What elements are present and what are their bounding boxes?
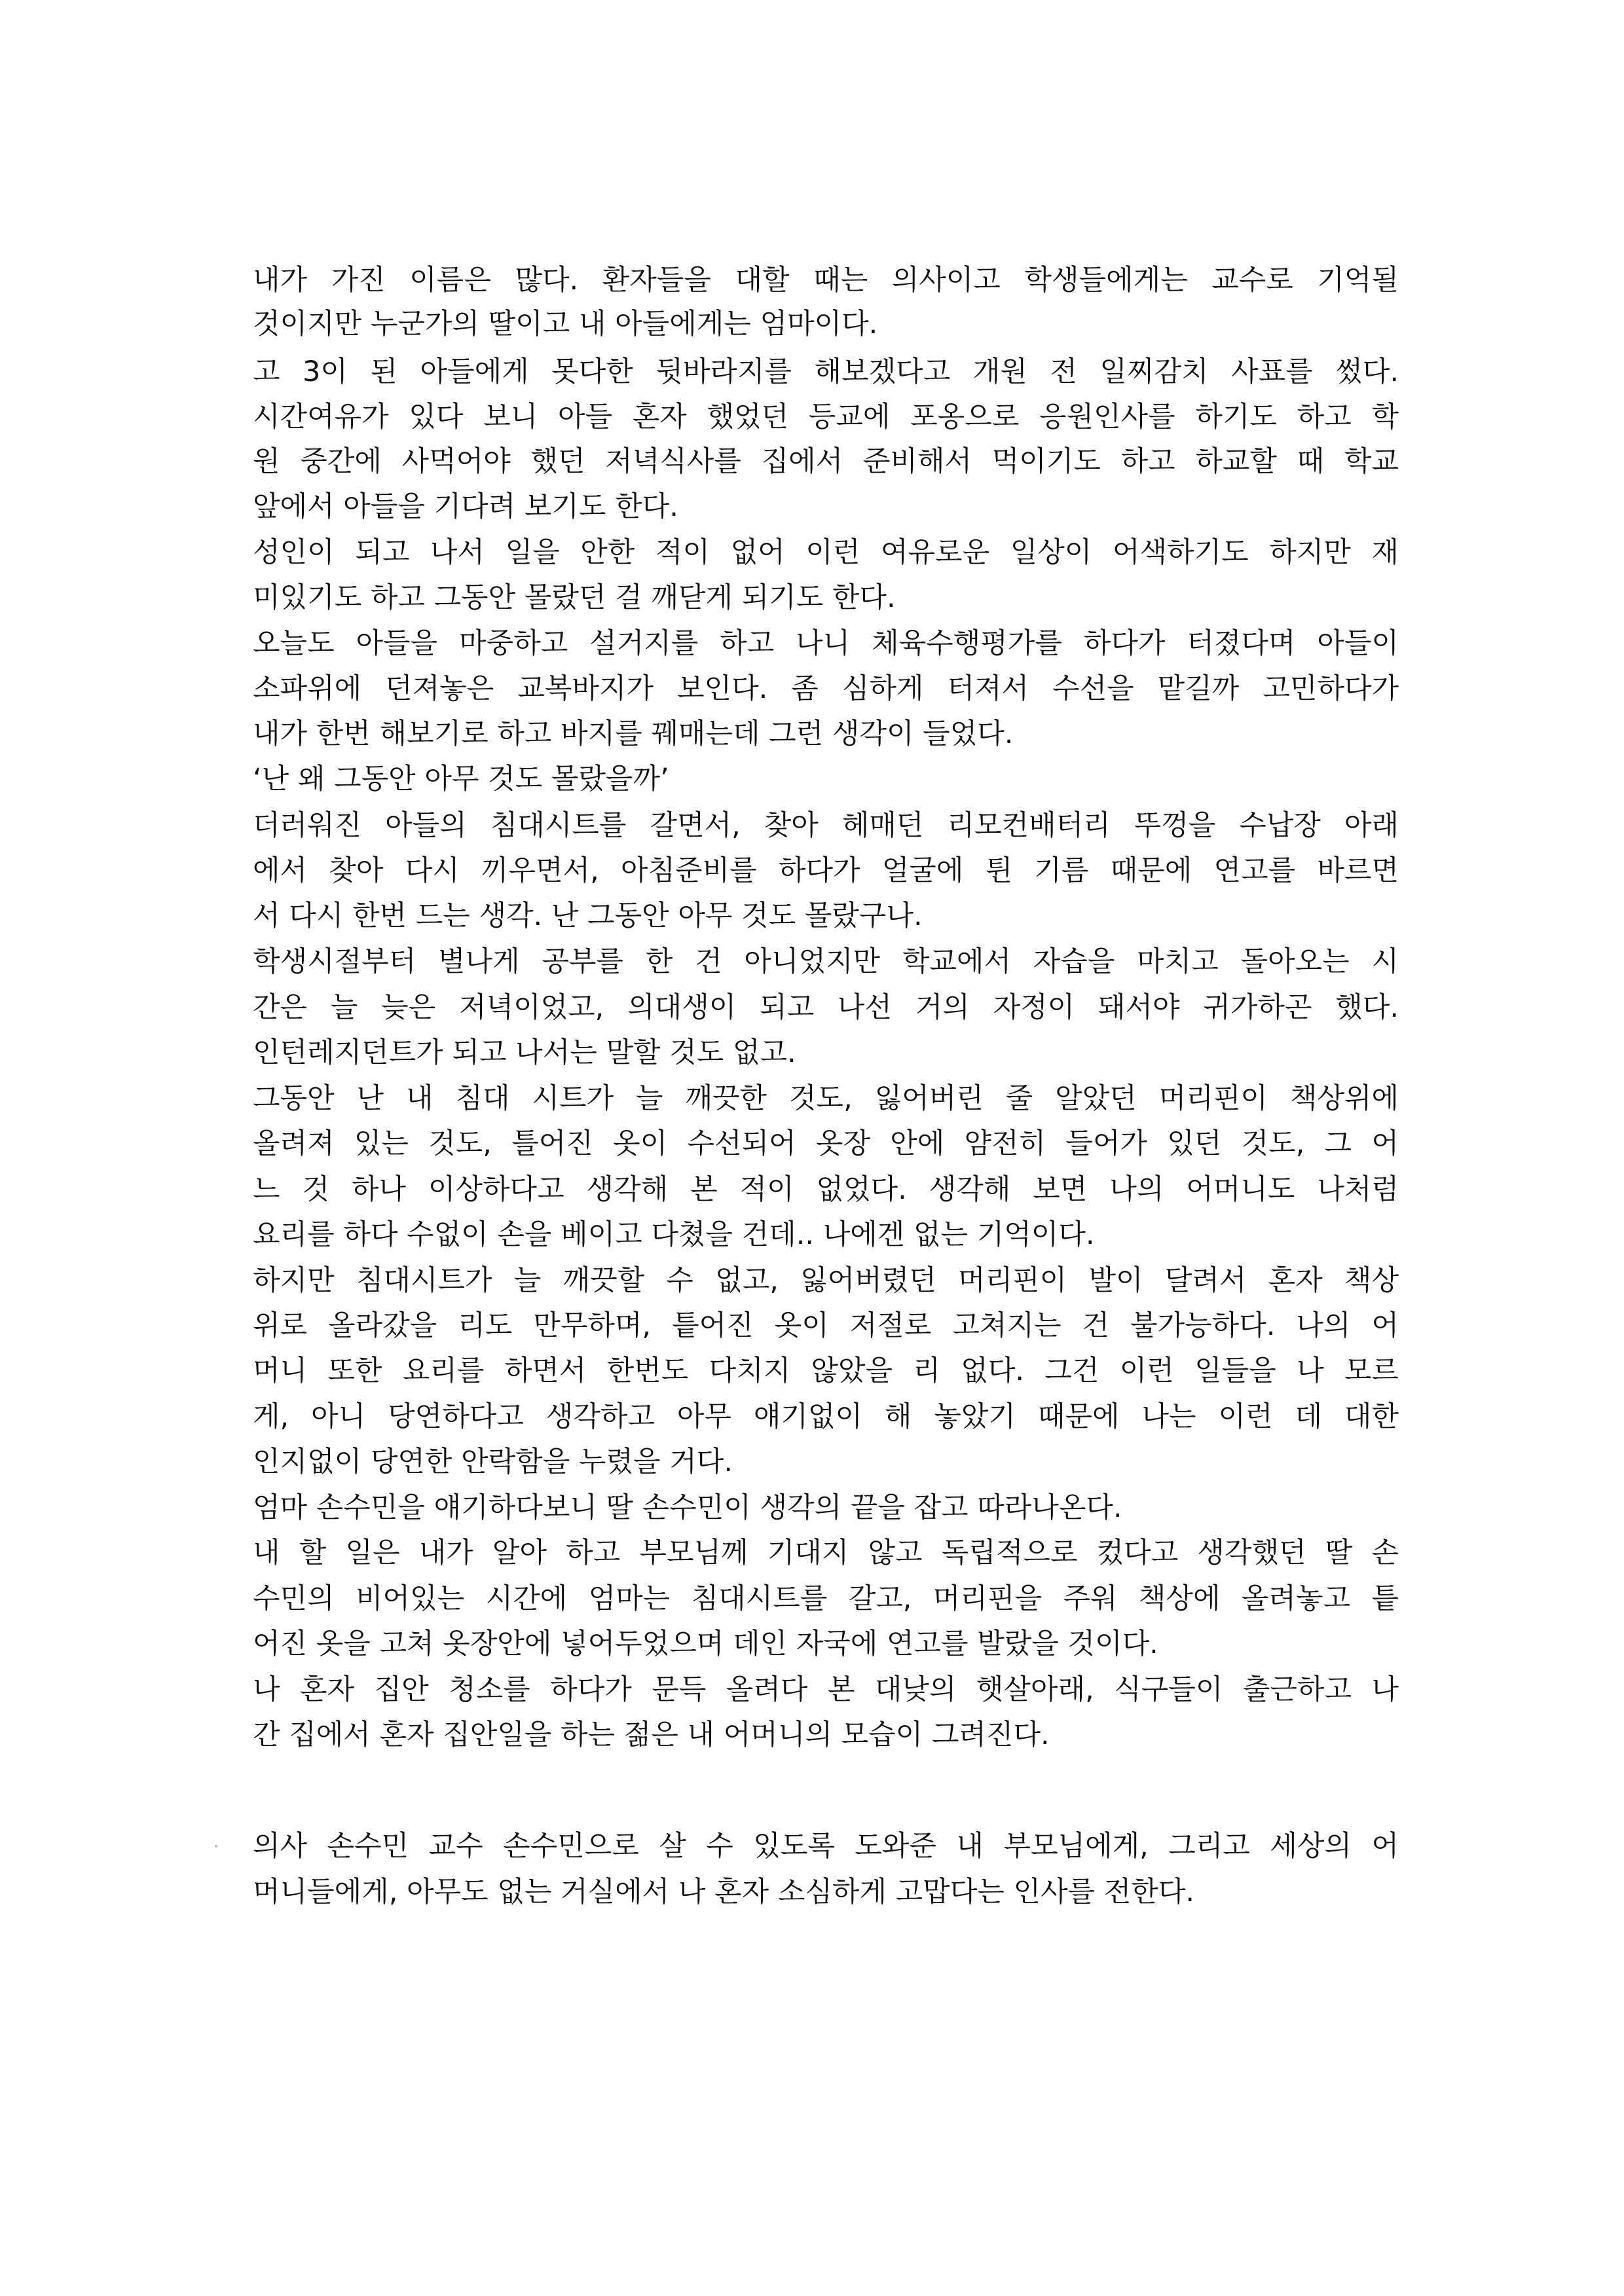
- paragraph-line: 내 할 일은 내가 알아 하고 부모님께 기대지 않고 독립적으로 컸다고 생각했던 딸 손: [253, 1537, 1399, 1569]
- paragraph-line: 어진 옷을 고쳐 옷장안에 넣어두었으며 데인 자국에 연고를 발랐을 것이다.: [253, 1628, 1158, 1660]
- paragraph-line: 올려져 있는 것도, 틀어진 옷이 수선되어 옷장 안에 얌전히 들어가 있던 것도, 그 어: [253, 1127, 1399, 1160]
- paragraph-line: 그동안 난 내 침대 시트가 늘 깨끗한 것도, 잃어버린 줄 알았던 머리핀이 책상위에: [253, 1082, 1399, 1115]
- paragraph-line: 나 혼자 집안 청소를 하다가 문득 올려다 본 대낮의 햇살아래, 식구들이 출근하고 나: [253, 1673, 1399, 1706]
- paragraph-line: 내가 가진 이름은 많다. 환자들을 대할 때는 의사이고 학생들에게는 교수로 기억될: [253, 264, 1399, 297]
- paragraph-line: 인지없이 당연한 안락함을 누렸을 거다.: [253, 1446, 733, 1478]
- stray-mark: [215, 1845, 217, 1848]
- paragraph-line: 고 3이 된 아들에게 못다한 뒷바라지를 해보겠다고 개원 전 일찌감치 사표를 썼다.: [253, 355, 1399, 388]
- paragraph-line: 미있기도 하고 그동안 몰랐던 걸 깨닫게 되기도 한다.: [253, 581, 896, 614]
- paragraph-line: 오늘도 아들을 마중하고 설거지를 하고 나니 체육수행평가를 하다가 터졌다며 아들이: [253, 627, 1399, 660]
- paragraph-line: 하지만 침대시트가 늘 깨끗할 수 없고, 잃어버렸던 머리핀이 발이 달려서 혼자 책상: [253, 1264, 1399, 1297]
- paragraph-line: 엄마 손수민을 얘기하다보니 딸 손수민이 생각의 끝을 잡고 따라나온다.: [253, 1491, 1122, 1524]
- paragraph-line: 학생시절부터 별나게 공부를 한 건 아니었지만 학교에서 자습을 마치고 돌아오는 시: [253, 945, 1399, 978]
- paragraph-line: 요리를 하다 수없이 손을 베이고 다쳤을 건데.. 나에겐 없는 기억이다.: [253, 1218, 1095, 1251]
- paragraph-line: 에서 찾아 다시 끼우면서, 아침준비를 하다가 얼굴에 튄 기름 때문에 연고를 바르면: [253, 854, 1399, 887]
- paragraph-line: 의사 손수민 교수 손수민으로 살 수 있도록 도와준 내 부모님에게, 그리고 세상의 어: [253, 1830, 1399, 1863]
- paragraph-line: 인턴레지던트가 되고 나서는 말할 것도 없고.: [253, 1036, 796, 1069]
- paragraph-line: 간 집에서 혼자 집안일을 하는 젊은 내 어머니의 모습이 그려진다.: [253, 1719, 1050, 1751]
- paragraph-line: ‘난 왜 그동안 아무 것도 몰랐을까’: [253, 763, 669, 795]
- paragraph-line: 게, 아니 당연하다고 생각하고 아무 얘기없이 해 놓았기 때문에 나는 이런 데 대한: [253, 1400, 1399, 1433]
- paragraph-line: 서 다시 한번 드는 생각. 난 그동안 아무 것도 몰랐구나.: [253, 900, 923, 932]
- paragraph-line: 간은 늘 늦은 저녁이었고, 의대생이 되고 나선 거의 자정이 돼서야 귀가하곤 했다.: [253, 991, 1399, 1024]
- paragraph-line: 더러워진 아들의 침대시트를 갈면서, 찾아 헤매던 리모컨배터리 뚜껑을 수납장 아래: [253, 809, 1399, 842]
- paragraph-line: 수민의 비어있는 시간에 엄마는 침대시트를 갈고, 머리핀을 주워 책상에 올려놓고 틑: [253, 1582, 1399, 1615]
- paragraph-line: 머니들에게, 아무도 없는 거실에서 나 혼자 소심하게 고맙다는 인사를 전한다.: [253, 1876, 1195, 1908]
- paragraph-line: 것이지만 누군가의 딸이고 내 아들에게는 엄마이다.: [253, 308, 878, 340]
- paragraph-line: 앞에서 아들을 기다려 보기도 한다.: [253, 490, 678, 523]
- paragraph-line: 성인이 되고 나서 일을 안한 적이 없어 이런 여유로운 일상이 어색하기도 하지만 재: [253, 536, 1399, 569]
- paragraph-line: 원 중간에 사먹어야 했던 저녁식사를 집에서 준비해서 먹이기도 하고 하교할 때 학교: [253, 445, 1399, 478]
- paragraph-line: 시간여유가 있다 보니 아들 혼자 했었던 등교에 포옹으로 응원인사를 하기도 하고 학: [253, 401, 1399, 433]
- paragraph-line: 내가 한번 해보기로 하고 바지를 꿰매는데 그런 생각이 들었다.: [253, 718, 1014, 750]
- paragraph-line: 소파위에 던져놓은 교복바지가 보인다. 좀 심하게 터져서 수선을 맡길까 고민하다가: [253, 672, 1399, 705]
- paragraph-line: 느 것 하나 이상하다고 생각해 본 적이 없었다. 생각해 보면 나의 어머니도 나처럼: [253, 1173, 1399, 1206]
- paragraph-line: 머니 또한 요리를 하면서 한번도 다치지 않았을 리 없다. 그건 이런 일들을 나 모르: [253, 1355, 1399, 1387]
- paragraph-line: 위로 올라갔을 리도 만무하며, 틑어진 옷이 저절로 고쳐지는 건 불가능하다. 나의 어: [253, 1309, 1399, 1342]
